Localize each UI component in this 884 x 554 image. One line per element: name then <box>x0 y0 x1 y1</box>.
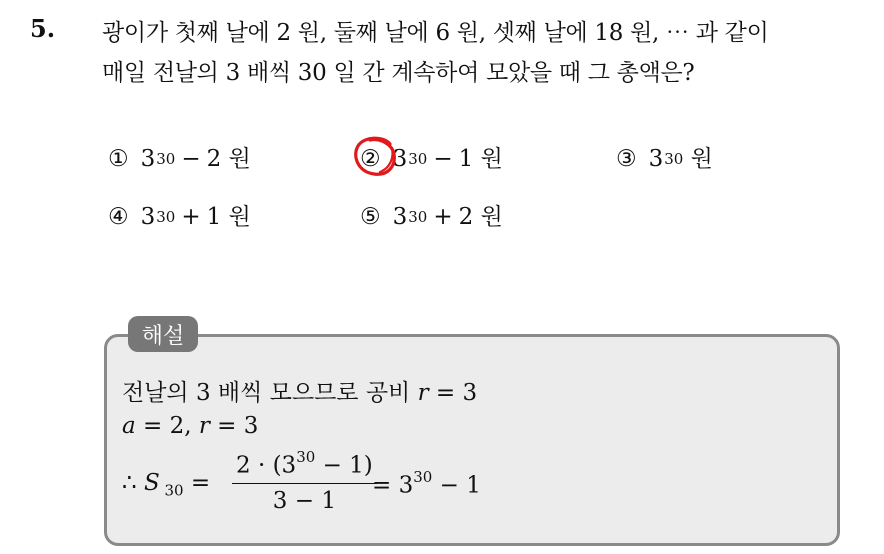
solution-line-2 <box>122 413 258 439</box>
ratio-variable: r <box>198 413 210 439</box>
answer-circle-mark <box>350 134 400 178</box>
choice-unit: 원 <box>228 146 251 172</box>
choice-base: 3 <box>140 204 156 230</box>
choice-unit: 원 <box>690 146 713 172</box>
fraction-denominator: 3 − 1 <box>272 487 336 514</box>
result-pre: = 3 <box>372 472 414 499</box>
choice-exponent: 30 <box>408 150 428 168</box>
sum-variable: S <box>143 470 160 496</box>
first-term-value: = 2, <box>135 413 199 439</box>
choice-number: ⑤ <box>360 204 381 230</box>
numerator-exponent: 30 <box>296 448 316 466</box>
result-post: − 1 <box>432 472 481 499</box>
choice-operator: + <box>181 204 201 230</box>
numerator-post: − 1) <box>315 452 373 479</box>
choice-number: ② <box>360 146 381 172</box>
choice-base: 3 <box>140 146 156 172</box>
sum-expression-left <box>122 470 210 500</box>
choice-operator: − <box>433 146 453 172</box>
solution-box <box>104 334 840 546</box>
result-exponent: 30 <box>413 468 433 486</box>
ratio-value: = 3 <box>209 413 259 439</box>
choice-base: 3 <box>648 146 664 172</box>
choice-exponent: 30 <box>156 150 176 168</box>
question-number: 5. <box>30 14 56 43</box>
choice-4[interactable] <box>108 198 251 231</box>
numerator-pre: 2 · (3 <box>236 452 297 479</box>
choice-value: 2 <box>458 204 474 230</box>
choice-value: 1 <box>206 204 222 230</box>
choice-exponent: 30 <box>664 150 684 168</box>
choice-number: ③ <box>616 146 637 172</box>
sum-fraction <box>232 450 377 514</box>
equals-sign: = <box>183 470 211 496</box>
question-text-line-1: 광이가 첫째 날에 2 원, 둘째 날에 6 원, 셋째 날에 18 원, ⋯ 과 같이 <box>102 20 769 46</box>
ratio-equation: = 3 <box>428 380 478 406</box>
therefore-symbol: ∴ <box>122 470 144 496</box>
choice-3[interactable] <box>616 140 713 173</box>
choice-exponent: 30 <box>156 208 176 226</box>
choice-unit: 원 <box>480 146 503 172</box>
sum-result <box>372 470 481 499</box>
choice-value: 2 <box>206 146 222 172</box>
fraction-numerator <box>232 450 377 484</box>
first-term-variable: a <box>122 413 136 439</box>
choice-number: ① <box>108 146 129 172</box>
choice-unit: 원 <box>228 204 251 230</box>
sum-subscript: 30 <box>159 481 184 500</box>
choice-1[interactable] <box>108 140 251 173</box>
choice-base: 3 <box>392 204 408 230</box>
solution-text: 전날의 3 배씩 모으므로 공비 <box>122 380 418 406</box>
solution-tag: 해설 <box>128 316 198 352</box>
choice-operator: + <box>433 204 453 230</box>
choice-5[interactable] <box>360 198 503 231</box>
solution-line-1 <box>122 374 477 407</box>
choice-base: 3 <box>392 146 408 172</box>
choice-value: 1 <box>458 146 474 172</box>
question-text-line-2: 매일 전날의 3 배씩 30 일 간 계속하여 모았을 때 그 총액은? <box>102 60 695 86</box>
choice-exponent: 30 <box>408 208 428 226</box>
choice-unit: 원 <box>480 204 503 230</box>
ratio-variable: r <box>417 380 429 406</box>
choice-operator: − <box>181 146 201 172</box>
choice-number: ④ <box>108 204 129 230</box>
